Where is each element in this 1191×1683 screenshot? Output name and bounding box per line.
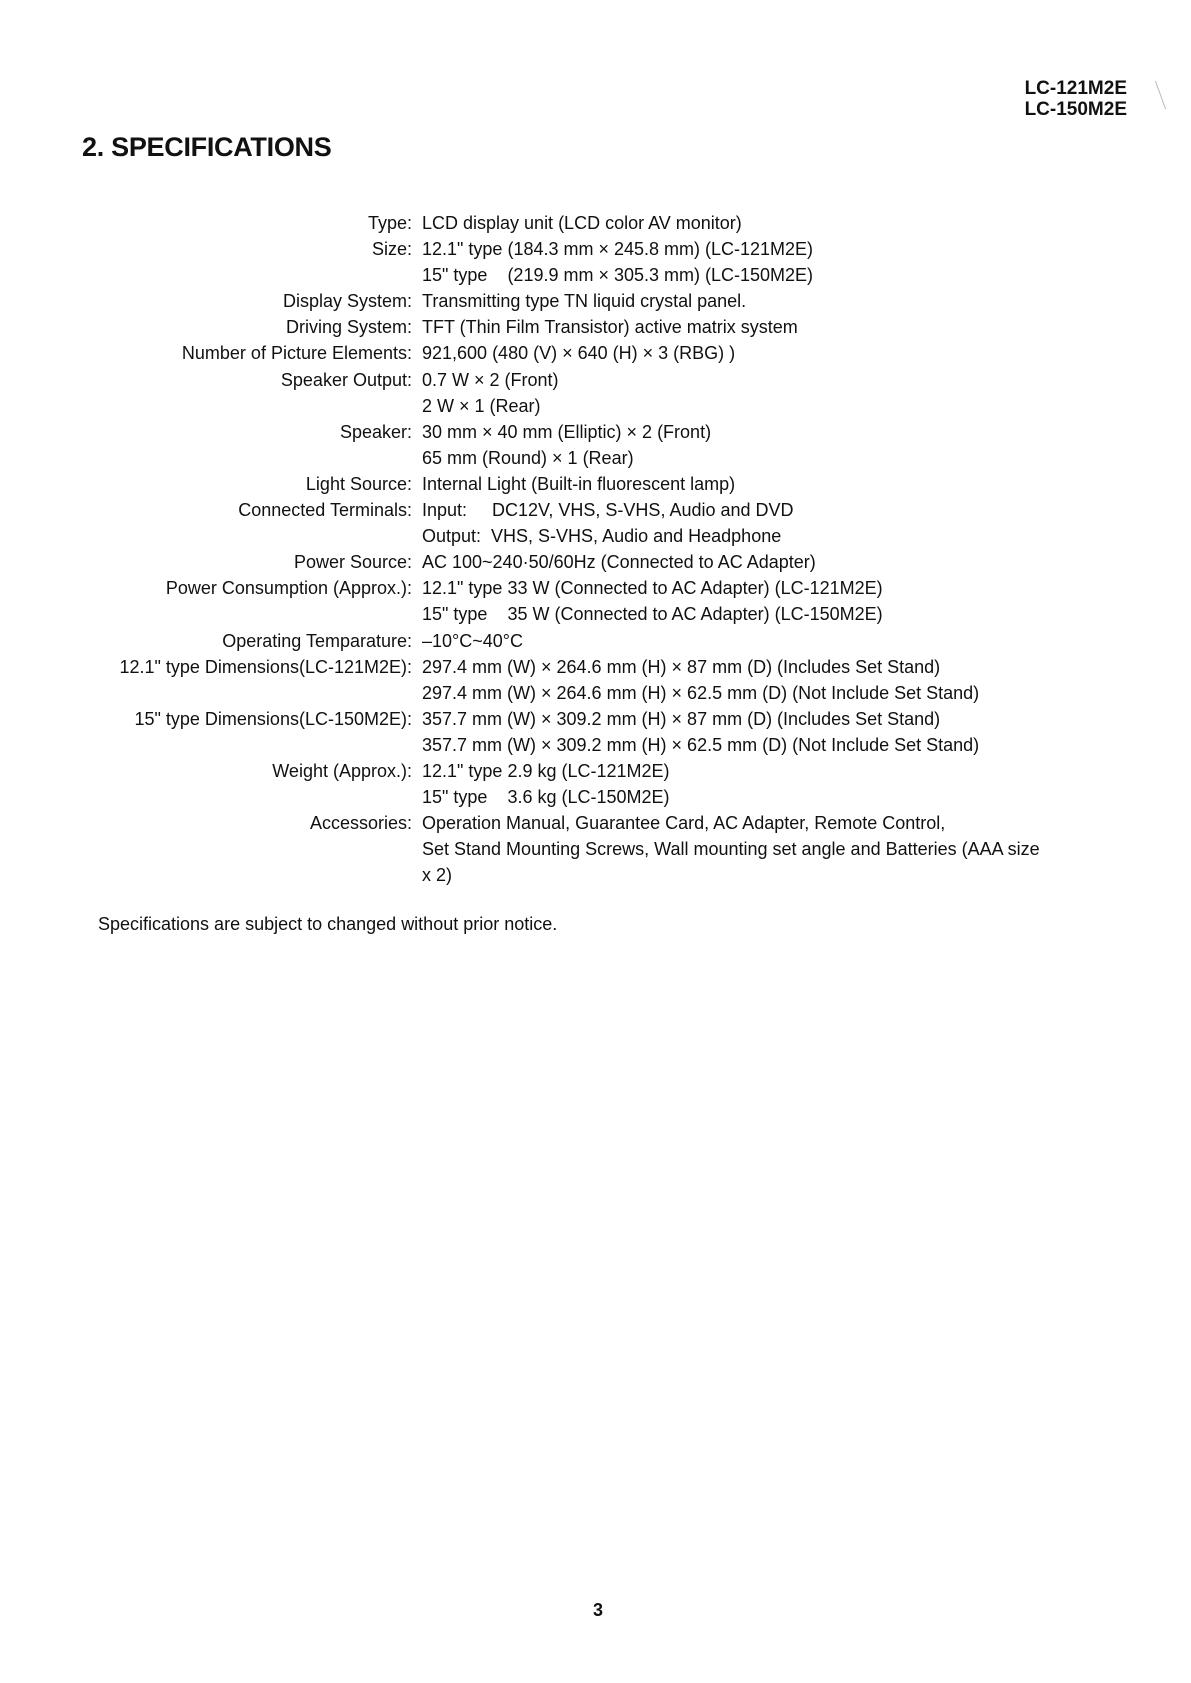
spec-label: Display System:	[282, 291, 412, 312]
spec-value: AC 100~240·50/60Hz (Connected to AC Adapter)	[422, 552, 816, 573]
spec-value: Output: VHS, S-VHS, Audio and Headphone	[422, 526, 782, 547]
spec-row	[0, 210, 1191, 236]
spec-row	[0, 628, 1191, 654]
spec-values	[422, 314, 1122, 340]
spec-values	[422, 340, 1122, 366]
spec-values	[422, 288, 1122, 314]
spec-label: Accessories:	[309, 813, 412, 834]
spec-value: 65 mm (Round) × 1 (Rear)	[422, 447, 634, 468]
spec-value: Operation Manual, Guarantee Card, AC Adapter, Remote Control,	[422, 813, 946, 834]
spec-values	[422, 236, 1122, 288]
spec-row	[0, 497, 1191, 549]
spec-label: Power Consumption (Approx.):	[165, 578, 412, 599]
spec-value: LCD display unit (LCD color AV monitor)	[422, 213, 742, 233]
spec-label: Connected Terminals:	[238, 500, 412, 521]
scan-artifact	[1155, 81, 1166, 110]
spec-row	[0, 419, 1191, 471]
model-number: LC-150M2E	[1024, 99, 1127, 120]
spec-value: Set Stand Mounting Screws, Wall mounting set angle and Batteries (AAA size	[422, 839, 1040, 860]
spec-values	[422, 210, 1122, 236]
spec-label: Type:	[367, 213, 412, 233]
spec-values	[422, 471, 1122, 497]
spec-values	[422, 367, 1122, 419]
spec-row	[0, 706, 1191, 758]
spec-row	[0, 758, 1191, 810]
spec-values	[422, 706, 1122, 758]
spec-row	[0, 810, 1191, 888]
spec-row	[0, 236, 1191, 288]
spec-values	[422, 654, 1122, 706]
spec-values	[422, 575, 1122, 627]
spec-value: Input: DC12V, VHS, S-VHS, Audio and DVD	[422, 500, 794, 521]
spec-label: Operating Temparature:	[222, 630, 412, 651]
spec-values	[422, 549, 1122, 575]
spec-value: Transmitting type TN liquid crystal panel.	[422, 291, 747, 312]
spec-value: –10°C~40°C	[422, 630, 523, 651]
spec-label: Speaker Output:	[280, 369, 412, 390]
page-number: 3	[593, 1600, 604, 1620]
spec-value: 15" type (219.9 mm × 305.3 mm) (LC-150M2E)	[422, 265, 814, 286]
spec-label: Power Source:	[293, 552, 412, 573]
spec-value: Internal Light (Built-in fluorescent lamp)	[422, 473, 736, 494]
section-title: 2. SPECIFICATIONS	[82, 132, 332, 162]
spec-value: 30 mm × 40 mm (Elliptic) × 2 (Front)	[422, 421, 712, 442]
spec-row	[0, 314, 1191, 340]
spec-row	[0, 654, 1191, 706]
spec-value: x 2)	[422, 865, 453, 886]
spec-value: 2 W × 1 (Rear)	[422, 395, 541, 416]
spec-value: 357.7 mm (W) × 309.2 mm (H) × 87 mm (D) (Includes Set Stand)	[422, 708, 941, 729]
spec-values	[422, 810, 1122, 888]
spec-row	[0, 575, 1191, 627]
spec-value: TFT (Thin Film Transistor) active matrix system	[422, 317, 798, 338]
spec-label: Driving System:	[285, 317, 412, 338]
spec-label: Weight (Approx.):	[272, 760, 412, 781]
spec-value: 15" type 3.6 kg (LC-150M2E)	[422, 787, 670, 808]
spec-value: 12.1" type (184.3 mm × 245.8 mm) (LC-121M2E)	[422, 239, 814, 260]
spec-label: 12.1" type Dimensions(LC-121M2E):	[119, 656, 412, 677]
spec-row	[0, 471, 1191, 497]
spec-table	[0, 210, 1191, 888]
spec-value: 15" type 35 W (Connected to AC Adapter) (LC-150M2E)	[422, 604, 883, 625]
spec-label: 15" type Dimensions(LC-150M2E):	[134, 708, 412, 729]
spec-label: Size:	[371, 239, 412, 260]
spec-values	[422, 628, 1122, 654]
spec-value: 297.4 mm (W) × 264.6 mm (H) × 62.5 mm (D) (Not Include Set Stand)	[422, 682, 980, 703]
spec-value: 297.4 mm (W) × 264.6 mm (H) × 87 mm (D) (Includes Set Stand)	[422, 656, 941, 677]
spec-label: Speaker:	[339, 421, 412, 442]
spec-values	[422, 758, 1122, 810]
spec-value: 12.1" type 2.9 kg (LC-121M2E)	[422, 760, 670, 781]
footnote: Specifications are subject to changed without prior notice.	[98, 914, 558, 934]
model-header	[1025, 78, 1127, 120]
spec-row	[0, 549, 1191, 575]
spec-label: Number of Picture Elements:	[181, 343, 412, 364]
spec-row	[0, 340, 1191, 366]
spec-value: 12.1" type 33 W (Connected to AC Adapter) (LC-121M2E)	[422, 578, 883, 599]
spec-value: 357.7 mm (W) × 309.2 mm (H) × 62.5 mm (D) (Not Include Set Stand)	[422, 734, 980, 755]
spec-row	[0, 288, 1191, 314]
spec-values	[422, 497, 1122, 549]
spec-value: 921,600 (480 (V) × 640 (H) × 3 (RBG) )	[422, 343, 736, 364]
spec-row	[0, 367, 1191, 419]
spec-label: Light Source:	[305, 473, 412, 494]
model-number: LC-121M2E	[1024, 78, 1127, 99]
spec-value: 0.7 W × 2 (Front)	[422, 369, 559, 390]
spec-values	[422, 419, 1122, 471]
